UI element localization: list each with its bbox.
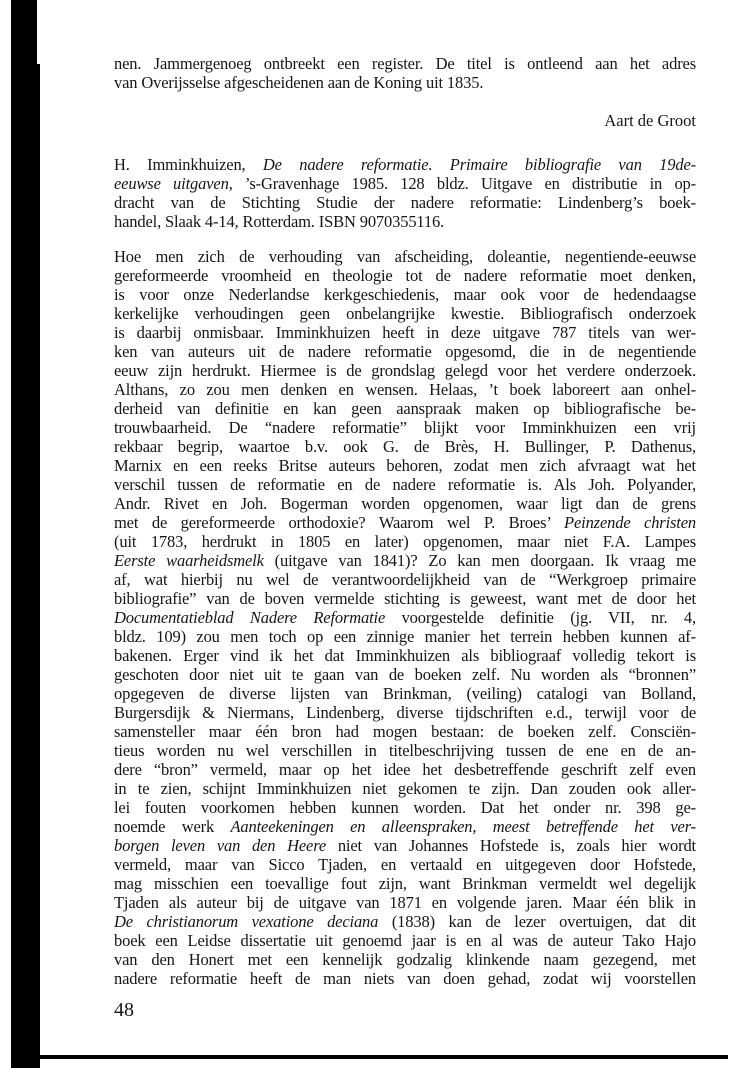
text-line [114, 950, 696, 969]
text-line [114, 155, 696, 174]
text-segment: kerkelijke verhoudingen geen onbelangrijke kwestie. Bibliografisch onderzoek [114, 304, 696, 323]
text-line [114, 361, 696, 380]
text-segment: handel, Slaak 4-14, Rotterdam. ISBN 9070355116. [114, 212, 445, 231]
text-line [114, 608, 696, 627]
paragraph-review-body [114, 247, 696, 988]
scan-edge-artifact-notch [37, 0, 40, 64]
text-segment: opgegeven de diverse lijsten van Brinkman, (veiling) catalogi van Bolland, [114, 684, 696, 703]
text-segment: vermeld, maar van Sicco Tjaden, en vertaald en uitgegeven door Hofstede, [114, 855, 696, 874]
text-line [114, 212, 696, 231]
text-segment: Althans, zo zou men denken en wensen. Helaas, ’t boek laboreert aan onhel- [114, 380, 696, 399]
text-line [114, 494, 696, 513]
text-segment: nen. Jammergenoeg ontbreekt een register. De titel is ontleend aan het adres [114, 54, 696, 73]
text-line [114, 703, 696, 722]
text-segment: H. Imminkhuizen, [114, 155, 263, 174]
text-line [114, 380, 696, 399]
text-segment: dere “bron” vermeld, maar op het idee het desbetreffende geschrift zelf even [114, 760, 696, 779]
text-line [114, 513, 696, 532]
text-line [114, 551, 696, 570]
text-line [114, 893, 696, 912]
text-segment: (uit 1783, herdrukt in 1805 en later) opgenomen, maar niet F.A. Lampes [114, 532, 696, 551]
text-segment: Marnix en een reeks Britse auteurs behoren, zodat men zich afvraagt wat het [114, 456, 696, 475]
text-segment: trouwbaarheid. De “nadere reformatie” blijkt voor Imminkhuizen een vrij [114, 418, 696, 437]
text-segment: van den Honert met een kennelijk godzalig klinkende naam gezegend, met [114, 950, 696, 969]
italic-text-segment: De christianorum vexatione deciana [114, 912, 379, 931]
text-segment: Hoe men zich de verhouding van afscheiding, doleantie, negentiende-eeuwse [114, 247, 696, 266]
text-line [114, 304, 696, 323]
text-line [114, 418, 696, 437]
text-line [114, 342, 696, 361]
text-line [114, 817, 696, 836]
italic-text-segment: eeuwse uitgaven [114, 174, 229, 193]
text-segment: derheid van definitie en kan geen aanspraak maken op bibliografische be- [114, 399, 696, 418]
text-line [114, 855, 696, 874]
scan-edge-artifact-bottom [38, 1055, 728, 1059]
text-segment: dracht van de Stichting Studie der nadere reformatie: Lindenberg’s boek- [114, 193, 696, 212]
text-line [114, 174, 696, 193]
text-line [114, 836, 696, 855]
text-line [114, 437, 696, 456]
text-segment: bakenen. Erger vind ik het dat Imminkhuizen als bibliograaf volledig tekort is [114, 646, 696, 665]
text-line [114, 931, 696, 950]
italic-text-segment: borgen leven van den Heere [114, 836, 327, 855]
text-segment: lei fouten voorkomen hebben kunnen worden. Dat het onder nr. 398 ge- [114, 798, 696, 817]
text-line [114, 570, 696, 589]
text-line [114, 589, 696, 608]
text-segment: eeuw zijn herdrukt. Hiermee is de grondslag gelegd voor het verdere onderzoek. [114, 361, 696, 380]
text-segment: (uitgave van 1841)? Zo kan men doorgaan. Ik vraag me [263, 551, 696, 570]
text-segment: (1838) kan de lezer overtuigen, dat dit [378, 912, 696, 931]
text-segment: voorgestelde definitie (jg. VII, nr. 4, [385, 608, 696, 627]
text-line [114, 285, 696, 304]
text-line [114, 266, 696, 285]
text-segment: van Overijsselse afgescheidenen aan de Koning uit 1835. [114, 73, 484, 92]
italic-text-segment: Peinzende christen [564, 513, 696, 532]
italic-text-segment: De nadere reformatie. Primaire bibliografie van 19de- [262, 155, 696, 174]
text-line [114, 323, 696, 342]
text-line [114, 722, 696, 741]
text-segment: niet van Johannes Hofstede is, zoals hier wordt [326, 836, 696, 855]
text-segment: is daarbij onmisbaar. Imminkhuizen heeft in deze uitgave 787 titels van wer- [114, 323, 696, 342]
text-line [114, 665, 696, 684]
text-line [114, 912, 696, 931]
text-segment: in te zien, schijnt Imminkhuizen niet gekomen te zijn. Dan zouden ook aller- [114, 779, 696, 798]
text-line [114, 969, 696, 988]
text-line [114, 779, 696, 798]
italic-text-segment: Aanteekeningen en alleenspraken, meest betreffende het ver- [230, 817, 696, 836]
text-segment: af, wat hierbij nu wel de verantwoordelijkheid van de “Werkgroep primaire [114, 570, 696, 589]
italic-text-segment: Documentatieblad Nadere Reformatie [114, 608, 386, 627]
text-line [114, 760, 696, 779]
text-segment: Andr. Rivet en Joh. Bogerman worden opgenomen, waar ligt dan de grens [114, 494, 696, 513]
text-line [114, 399, 696, 418]
text-line [114, 798, 696, 817]
text-segment: boek een Leidse dissertatie uit genoemd jaar is en al was de auteur Tako Hajo [114, 931, 696, 950]
scan-edge-artifact-left [11, 0, 40, 1068]
text-segment: bldz. 109) zou men toch op een zinnige manier het terrein hebben kunnen af- [114, 627, 696, 646]
text-line [114, 247, 696, 266]
byline-author: Aart de Groot [604, 111, 696, 130]
text-line [114, 874, 696, 893]
text-segment: gereformeerde vroomheid en theologie tot de nadere reformatie moet denken, [114, 266, 696, 285]
text-line [114, 54, 696, 73]
text-line [114, 646, 696, 665]
text-line [114, 73, 696, 92]
text-segment: tieus worden nu wel verschillen in titelbeschrijving tussen de ene en de an- [114, 741, 696, 760]
text-segment: bibliografie” van de boven vermelde stichting is geweest, want met de door het [114, 589, 696, 608]
text-line [114, 532, 696, 551]
paragraph-intro-continuation [114, 54, 696, 92]
text-line [114, 193, 696, 212]
text-column [114, 54, 696, 1022]
text-segment: nadere reformatie heeft de man niets van doen gehad, zodat wij voorstellen [114, 969, 696, 988]
text-segment: Burgersdijk & Niermans, Lindenberg, diverse tijdschriften e.d., terwijl voor de [114, 703, 696, 722]
text-segment: Tjaden als auteur bij de uitgave van 1871 en volgende jaren. Maar één blik in [114, 893, 696, 912]
italic-text-segment: Eerste waarheidsmelk [114, 551, 264, 570]
text-line [114, 456, 696, 475]
text-segment: verschil tussen de reformatie en de nadere reformatie is. Als Joh. Polyander, [114, 475, 696, 494]
text-segment: rekbaar begrip, waartoe b.v. ook G. de Brès, H. Bullinger, P. Dathenus, [114, 437, 696, 456]
text-segment: met de gereformeerde orthodoxie? Waarom wel P. Broes’ [114, 513, 565, 532]
text-line [114, 627, 696, 646]
text-segment: samensteller maar één bron had mogen bestaan: de boeken zelf. Consciën- [114, 722, 696, 741]
text-line [114, 741, 696, 760]
page-number: 48 [114, 999, 134, 1021]
text-segment: noemde werk [114, 817, 231, 836]
text-segment: ken van auteurs uit de nadere reformatie opgesomd, die in de negentiende [114, 342, 696, 361]
text-line [114, 684, 696, 703]
text-line [114, 475, 696, 494]
text-segment: mag misschien een toevallige fout zijn, want Brinkman vermeldt wel degelijk [114, 874, 696, 893]
text-segment: , ’s-Gravenhage 1985. 128 bldz. Uitgave en distributie in op- [228, 174, 696, 193]
text-segment: geschoten door niet uit te gaan van de boeken zelf. Nu worden als “bronnen” [114, 665, 696, 684]
paragraph-bibliographic-entry [114, 155, 696, 231]
text-segment: is voor onze Nederlandse kerkgeschiedenis, maar ook voor de hedendaagse [114, 285, 696, 304]
